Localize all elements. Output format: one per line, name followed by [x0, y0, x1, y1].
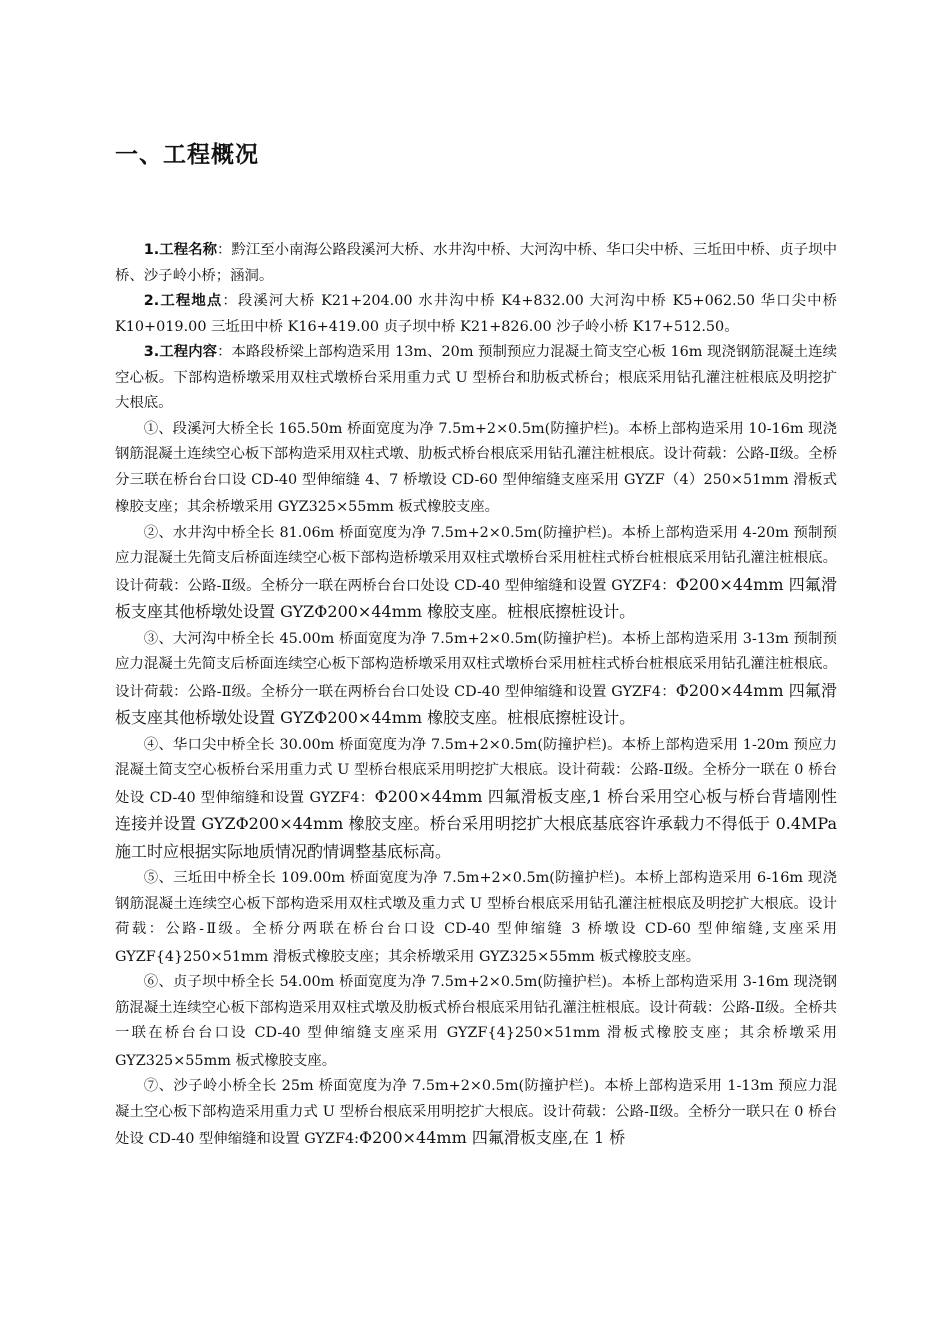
project-content-paragraph [115, 340, 837, 417]
bridge-4-tail: Φ200×44mm 四氟滑板支座,1 桥台采用空心板与桥台背墙刚性连接并设置 GYZΦ200×44mm 橡胶支座。桥台采用明挖扩大根底基底容许承载力不得低于 0.4MPa 施工时应根据实际地质情况酌情调整基底标高。 [115, 786, 837, 861]
project-name-text: ：黔江至小南海公路段溪河大桥、水井沟中桥、大河沟中桥、华口尖中桥、三坵田中桥、贞子坝中桥、沙子岭小桥；涵洞。 [115, 242, 837, 284]
project-location-label: 2.工程地点 [143, 293, 223, 309]
bridge-7-text: ⑦、沙子岭小桥全长 25m 桥面宽度为净 7.5m+2×0.5m(防撞护栏)。本桥上部构造采用 1-13m 预应力混凝土空心板下部构造采用重力式 U 型桥台根底采用明挖扩大根底。设计荷载：公路-Ⅱ级。全桥分一联只在 0 桥台处设 CD-40 型伸缩缝和设置 GYZF4: [115, 1078, 837, 1147]
project-location-paragraph [115, 289, 837, 340]
project-name-label: 1.工程名称 [143, 242, 217, 258]
bridge-3-text: ③、大河沟中桥全长 45.00m 桥面宽度为净 7.5m+2×0.5m(防撞护栏)。本桥上部构造采用 3-13m 预制预应力混凝土先简支后桥面连续空心板下部构造桥墩采用双柱式墩桥台采用桩柱式桥台桩根底采用钻孔灌注桩根底。设计荷载：公路-Ⅱ级。全桥分一联在两桥台台口处设 CD-40 型伸缩缝和设置 GYZF4： [115, 630, 837, 700]
bridge-4-text: ④、华口尖中桥全长 30.00m 桥面宽度为净 7.5m+2×0.5m(防撞护栏)。本桥上部构造采用 1-20m 预应力混凝土简支空心板桥台采用重力式 U 型桥台根底采用明挖扩大根底。设计荷载：公路-Ⅱ级。全桥分一联在 0 桥台处设 CD-40 型伸缩缝和设置 GYZF4： [115, 736, 837, 806]
project-location-text: ：段溪河大桥 K21+204.00 水井沟中桥 K4+832.00 大河沟中桥 K5+062.50 华口尖中桥 K10+019.00 三坵田中桥 K16+419.00 贞子坝中桥 K21+826.00 沙子岭小桥 K17+512.50。 [115, 293, 837, 335]
bridge-paragraph-4 [115, 733, 837, 867]
bridge-paragraph-2 [115, 521, 837, 627]
section-body [115, 238, 837, 1153]
bridge-paragraph-5 [115, 866, 837, 970]
bridge-7-tail: Φ200×44mm 四氟滑板支座,在 1 桥 [358, 1128, 626, 1147]
bridge-2-tail: Φ200×44mm 四氟滑板支座其他桥墩处设置 GYZΦ200×44mm 橡胶支座。桩根底擦桩设计。 [115, 574, 837, 621]
bridge-1-text: ①、段溪河大桥全长 165.50m 桥面宽度为净 7.5m+2×0.5m(防撞护栏)。本桥上部构造采用 10-16m 现浇钢筋混凝土连续空心板下部构造采用双柱式墩、肋板式桥台根底采用钻孔灌注桩根底。设计荷载：公路-Ⅱ级。全桥分三联在桥台台口设 CD-40 型伸缩缝 4、7 桥墩设 CD-60 型伸缩缝支座采用 GYZF（4）250×51mm 滑板式橡胶支座；其余桥墩采用 GYZ325×55mm 板式橡胶支座。 [115, 420, 837, 515]
bridge-paragraph-1 [115, 417, 837, 521]
project-content-text: ：本路段桥梁上部构造采用 13m、20m 预制预应力混凝土简支空心板 16m 现浇钢筋混凝土连续空心板。下部构造桥墩采用双柱式墩桥台采用重力式 U 型桥台和肋板式桥台；根底采用钻孔灌注桩根底及明挖扩大根底。 [115, 344, 837, 411]
bridge-paragraph-3 [115, 627, 837, 733]
bridge-3-tail: Φ200×44mm 四氟滑板支座其他桥墩处设置 GYZΦ200×44mm 橡胶支座。桩根底擦桩设计。 [115, 680, 837, 727]
bridge-paragraph-7 [115, 1074, 837, 1153]
bridge-5-text: ⑤、三坵田中桥全长 109.00m 桥面宽度为净 7.5m+2×0.5m(防撞护栏)。本桥上部构造采用 6-16m 现浇钢筋混凝土连续空心板下部构造采用双柱式墩及重力式 U 型桥台根底采用钻孔灌注桩根底及明挖扩大根底。设计荷载：公路-Ⅱ级。全桥分两联在桥台台口设 CD-40 型伸缩缝 3 桥墩设 CD-60 型伸缩缝,支座采用 GYZF{4}250×51mm 滑板式橡胶支座；其余桥墩采用 GYZ325×55mm 板式橡胶支座。 [115, 870, 837, 965]
bridge-paragraph-6 [115, 970, 837, 1074]
project-content-label: 3.工程内容 [143, 344, 218, 360]
section-heading: 一、工程概况 [115, 142, 259, 168]
bridge-6-text: ⑥、贞子坝中桥全长 54.00m 桥面宽度为净 7.5m+2×0.5m(防撞护栏)。本桥上部构造采用 3-16m 现浇钢筋混凝土连续空心板下部构造采用双柱式墩及肋板式桥台根底采用钻孔灌注桩根底。设计荷载：公路-Ⅱ级。全桥共一联在桥台台口设 CD-40 型伸缩缝支座采用 GYZF{4}250×51mm 滑板式橡胶支座；其余桥墩采用 GYZ325×55mm 板式橡胶支座。 [115, 974, 837, 1069]
bridge-2-text: ②、水井沟中桥全长 81.06m 桥面宽度为净 7.5m+2×0.5m(防撞护栏)。本桥上部构造采用 4-20m 预制预应力混凝土先简支后桥面连续空心板下部构造桥墩采用双柱式墩桥台采用桩柱式桥台桩根底采用钻孔灌注桩根底。设计荷载：公路-Ⅱ级。全桥分一联在两桥台台口处设 CD-40 型伸缩缝和设置 GYZF4： [115, 524, 837, 594]
project-name-paragraph [115, 238, 837, 289]
